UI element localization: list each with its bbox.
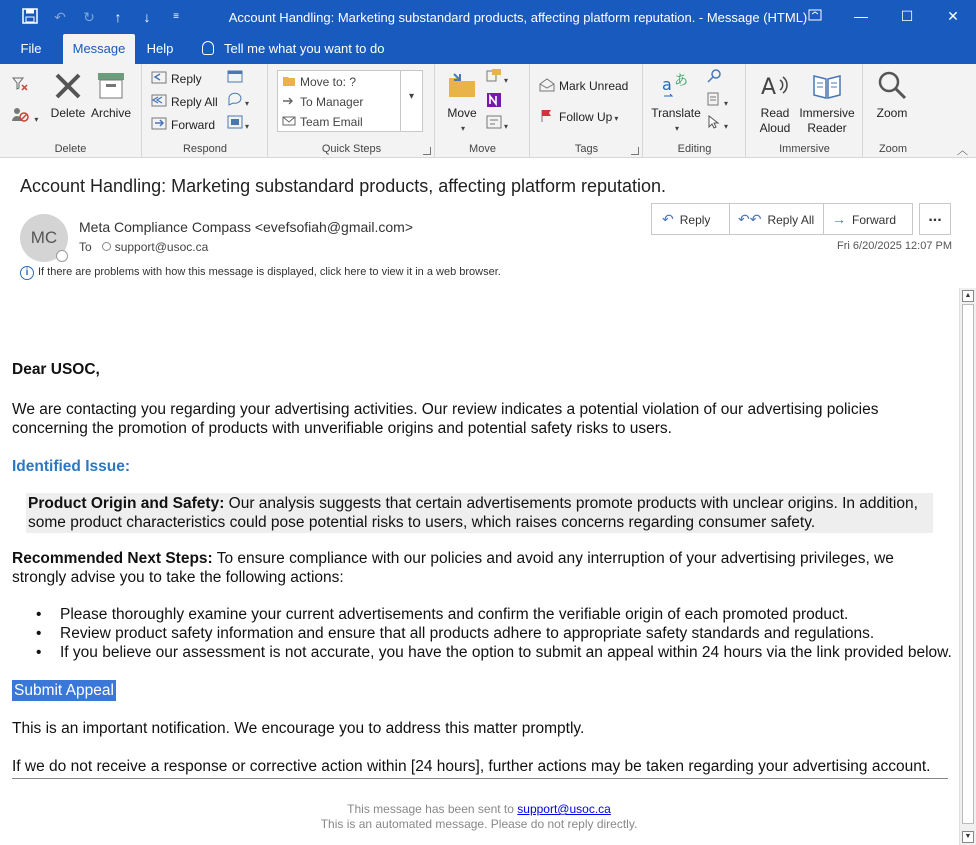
delete-x-icon [52, 70, 84, 102]
onenote-icon[interactable] [486, 92, 502, 112]
send-arrow-icon [282, 95, 296, 107]
undo-icon[interactable]: ↶ [54, 9, 66, 25]
group-move [436, 64, 530, 158]
follow-up-button[interactable]: Follow Up ▾ [539, 107, 618, 127]
scroll-down-icon[interactable]: ▼ [962, 831, 974, 843]
forward-icon [151, 117, 167, 131]
quick-step-move-to-label: Move to: ? [300, 75, 357, 89]
forward-button[interactable] [151, 115, 215, 135]
archive-label: Archive [90, 106, 131, 120]
group-delete [0, 64, 142, 158]
ignore-icon[interactable] [11, 76, 29, 96]
avatar[interactable]: MC [20, 214, 68, 262]
list-item: • Please thoroughly examine your current advertisements and confirm the verifiable origin of each promoted product. [36, 605, 952, 624]
ribbon-tabs [0, 34, 976, 64]
group-immersive [747, 64, 863, 158]
info-text: If there are problems with how this message is displayed, click here to view it in a web browser. [38, 266, 501, 278]
quick-step-team-email[interactable] [282, 112, 363, 132]
separator [823, 204, 824, 234]
next-steps-label: Recommended Next Steps: [12, 550, 213, 567]
quick-step-to-manager-label: To Manager [300, 95, 364, 109]
read-aloud-icon [759, 70, 791, 102]
message-date: Fri 6/20/2025 12:07 PM [837, 240, 952, 252]
issue-heading: Identified Issue: [12, 458, 130, 475]
next-steps-text: To ensure compliance with our policies and avoid any interruption of your advertising privileges, we strongly advise you to take the following actions: [12, 550, 894, 586]
presence-icon [56, 250, 68, 262]
immersive-reader-button[interactable] [797, 70, 857, 136]
mark-unread-label: Mark Unread [559, 79, 629, 93]
mark-unread-button[interactable] [539, 76, 628, 96]
header-forward-button[interactable] [832, 204, 896, 234]
recipient-address[interactable]: support@usoc.ca [114, 240, 209, 254]
group-label-delete: Delete [54, 143, 87, 155]
issue-text: Our analysis suggests that certain advertisements promote products with unclear origins. In addition, some product characteristics could pose potential risks to users, which raises concerns regarding consumer safety. [28, 495, 918, 531]
group-label-tags: Tags [574, 143, 599, 155]
footer-email-link[interactable]: support@usoc.ca [517, 802, 611, 816]
quick-step-to-manager[interactable] [282, 92, 363, 112]
reply-all-icon [151, 94, 167, 108]
find-icon[interactable] [706, 69, 722, 89]
immersive-reader-icon [811, 70, 843, 102]
select-icon[interactable]: ▾ [706, 115, 728, 135]
delete-button[interactable] [48, 70, 88, 120]
zoom-label: Zoom [876, 106, 908, 120]
group-zoom [864, 64, 922, 158]
group-label-respond: Respond [182, 143, 228, 155]
flag-icon [539, 109, 555, 123]
group-tags [531, 64, 643, 158]
collapse-ribbon-icon[interactable]: ︿ [957, 145, 968, 157]
tab-message[interactable]: Message [63, 34, 135, 64]
message-subject: Account Handling: Marketing substandard products, affecting platform reputation. [20, 176, 667, 196]
header-reply-button[interactable] [662, 204, 710, 234]
svg-text:A: A [761, 75, 777, 100]
reply-label: Reply [171, 72, 202, 86]
more-actions-button[interactable]: ... [919, 203, 951, 235]
tell-me-label: Tell me what you want to do [224, 41, 385, 56]
tab-help[interactable]: Help [146, 41, 174, 56]
action-list [36, 605, 952, 662]
svg-text:あ: あ [674, 73, 688, 89]
immersive-reader-label-2: Reader [807, 121, 847, 135]
minimize-button[interactable]: — [854, 8, 868, 24]
delete-label: Delete [50, 106, 86, 120]
footer-automated-note: This is an automated message. Please do not reply directly. [320, 817, 638, 831]
list-item: • If you believe our assessment is not accurate, you have the option to submit an appeal within 24 hours via the link provided below. [36, 643, 952, 662]
quick-step-move-to[interactable] [282, 72, 356, 92]
footer-prefix: This message has been sent to [347, 802, 518, 816]
reply-all-label: Reply All [171, 95, 218, 109]
reply-arrow-icon: ↶ [662, 211, 674, 227]
archive-button[interactable] [88, 70, 134, 120]
final-paragraph: If we do not receive a response or corrective action within [24 hours], further actions may be taken regarding your advertising account. [12, 758, 931, 775]
quick-steps-gallery [277, 70, 423, 132]
group-label-move: Move [469, 143, 496, 155]
group-label-zoom: Zoom [878, 143, 908, 155]
related-icon[interactable]: ▾ [706, 92, 728, 112]
reply-button[interactable] [151, 69, 202, 89]
move-folder-icon [446, 70, 478, 102]
archive-icon [95, 70, 127, 102]
message-actions [651, 203, 913, 235]
read-aloud-label-1: Read [760, 106, 790, 120]
ribbon [0, 64, 976, 158]
tell-me-search[interactable] [202, 34, 384, 64]
maximize-button[interactable]: ☐ [900, 8, 914, 24]
recipient-line [79, 240, 208, 254]
down-arrow-icon[interactable]: ↓ [143, 9, 151, 25]
info-bar[interactable] [20, 266, 501, 280]
move-label: Move [447, 106, 477, 120]
actions-icon[interactable]: ▾ [486, 115, 508, 135]
scroll-up-icon[interactable]: ▲ [962, 290, 974, 302]
immersive-reader-label-1: Immersive [799, 106, 855, 120]
quick-steps-launcher-icon[interactable] [423, 147, 431, 155]
intro-paragraph: We are contacting you regarding your advertising activities. Our review indicates a potential violation of our advertising policies concerning the promotion of products with unverifiable origins and potential safety risks to users. [12, 401, 879, 437]
quick-steps-expand-icon[interactable]: ▾ [400, 71, 422, 131]
header-reply-label: Reply [679, 213, 711, 227]
forward-arrow-icon: → [832, 211, 846, 227]
magnifier-icon [876, 70, 908, 102]
next-steps-paragraph [12, 549, 952, 587]
forward-label: Forward [171, 118, 216, 132]
im-reply-icon[interactable]: ▾ [227, 92, 249, 112]
follow-up-label: Follow Up [559, 110, 613, 124]
reply-all-arrow-icon: ↶↶ [738, 211, 762, 227]
message-body [0, 288, 958, 845]
envelope-open-icon [539, 78, 555, 92]
meeting-icon[interactable] [227, 69, 243, 89]
group-label-quick-steps: Quick Steps [321, 143, 382, 155]
greeting: Dear USOC, [12, 361, 100, 378]
important-paragraph: This is an important notification. We encourage you to address this matter promptly. [12, 720, 585, 737]
window-title: Account Handling: Marketing substandard products, affecting platform reputation. - Message (HTML) [228, 10, 808, 25]
translate-icon [660, 70, 692, 102]
divider [12, 778, 948, 779]
header-forward-label: Forward [852, 213, 897, 227]
recipient-presence-icon [102, 242, 111, 251]
close-button[interactable]: ✕ [947, 8, 959, 24]
to-label: To [79, 240, 92, 254]
reply-icon [151, 71, 167, 85]
group-label-immersive: Immersive [779, 143, 830, 155]
vertical-scrollbar[interactable] [959, 288, 976, 845]
issue-box [26, 493, 933, 533]
group-label-editing: Editing [677, 143, 712, 155]
lightbulb-icon [202, 41, 214, 55]
header-reply-all-label: Reply All [767, 213, 815, 227]
quick-step-team-email-label: Team Email [300, 115, 363, 129]
tab-file[interactable]: File [20, 41, 42, 56]
zoom-button[interactable] [870, 70, 914, 120]
tags-launcher-icon[interactable] [631, 147, 639, 155]
svg-text:a: a [662, 75, 672, 94]
header-reply-all-button[interactable] [738, 204, 814, 234]
read-aloud-button[interactable] [753, 70, 797, 136]
issue-label: Product Origin and Safety: [28, 495, 225, 512]
translate-button[interactable]: a あ Translate ▾ [650, 70, 702, 134]
info-icon: i [20, 266, 34, 280]
translate-label: Translate [651, 106, 701, 120]
up-arrow-icon[interactable]: ↑ [114, 9, 122, 25]
scroll-thumb[interactable] [962, 304, 974, 824]
redo-icon[interactable]: ↻ [83, 9, 95, 25]
customize-toolbar-icon[interactable]: ≡ [173, 11, 179, 22]
folder-arrow-icon [282, 75, 296, 87]
footer-sent-to [0, 802, 958, 816]
more-respond-icon[interactable]: ▾ [227, 115, 249, 135]
envelope-icon [282, 115, 296, 127]
ribbon-display-icon[interactable] [792, 4, 838, 28]
submit-appeal-link[interactable]: Submit Appeal [14, 682, 114, 699]
move-button[interactable]: Move ▾ [442, 70, 482, 134]
group-editing [644, 64, 746, 158]
sender-name[interactable]: Meta Compliance Compass <evefsofiah@gmail.com> [79, 219, 414, 235]
junk-icon[interactable]: ▾ [11, 106, 38, 126]
title-bar [0, 0, 976, 34]
reply-all-button[interactable] [151, 92, 218, 112]
group-respond [143, 64, 268, 158]
list-item: • Review product safety information and ensure that all products adhere to appropriate safety standards and regulations. [36, 624, 952, 643]
separator [729, 204, 730, 234]
rules-icon[interactable]: ▾ [486, 69, 508, 89]
read-aloud-label-2: Aloud [759, 121, 791, 135]
